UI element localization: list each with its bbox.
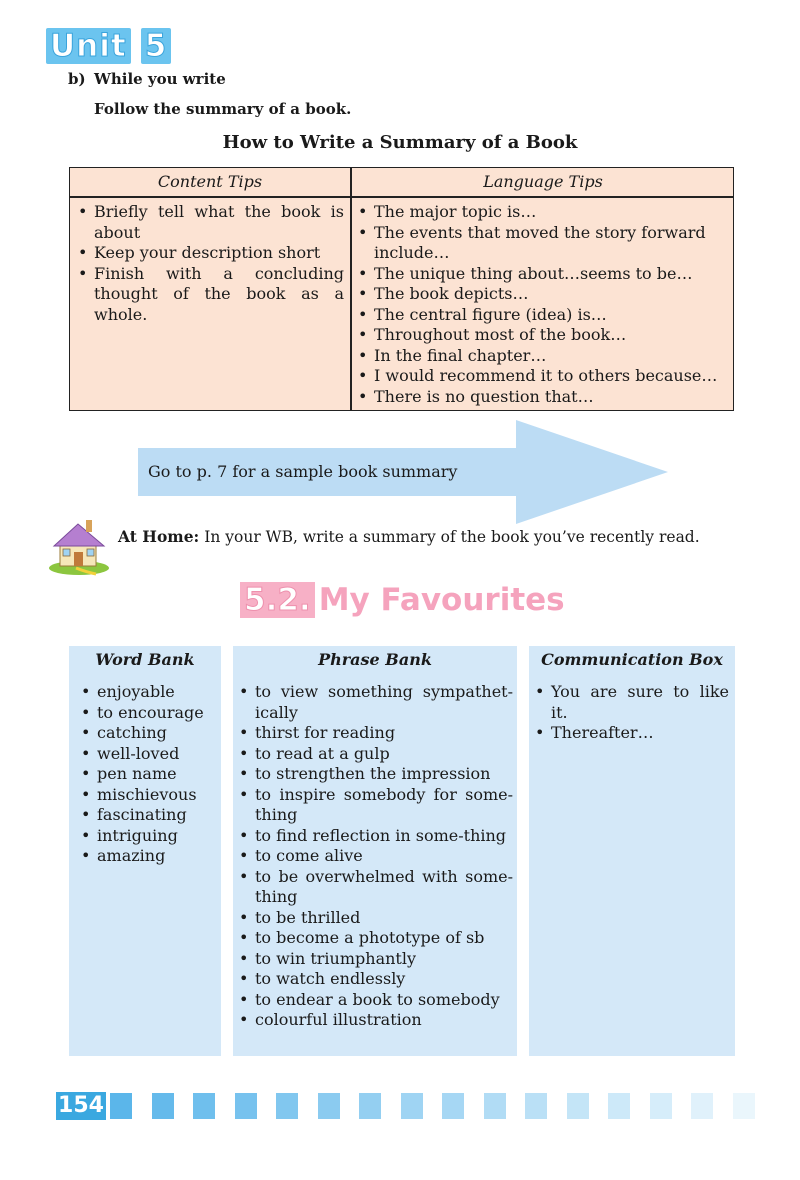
page-number: 154 xyxy=(56,1092,106,1120)
exercise-instruction: Follow the summary of a book. xyxy=(94,100,352,118)
list-item: • The unique thing about…seems to be… xyxy=(354,264,732,285)
list-item: • Keep your description short xyxy=(74,243,344,264)
content-tips-header: Content Tips xyxy=(157,172,263,191)
list-item: • Thereafter… xyxy=(533,723,729,744)
list-item: • mischievous xyxy=(79,785,217,806)
section-number: 5.2. xyxy=(240,582,315,618)
list-item: • In the final chapter… xyxy=(354,346,732,367)
list-item: • colourful illustration xyxy=(237,1010,513,1031)
exercise-title: While you write xyxy=(94,70,226,88)
language-tips-header: Language Tips xyxy=(483,172,603,191)
footer-square xyxy=(608,1093,630,1119)
footer-square xyxy=(442,1093,464,1119)
word-bank-list xyxy=(79,682,217,867)
at-home-task xyxy=(118,527,700,546)
list-item: • There is no question that… xyxy=(354,387,732,408)
list-item: • to be thrilled xyxy=(237,908,513,929)
footer-square xyxy=(152,1093,174,1119)
list-item: • to watch endlessly xyxy=(237,969,513,990)
footer-square xyxy=(567,1093,589,1119)
column-divider xyxy=(350,168,352,410)
list-item: • intriguing xyxy=(79,826,217,847)
at-home-label: At Home: xyxy=(118,527,200,546)
footer-square xyxy=(359,1093,381,1119)
communication-box-list xyxy=(533,682,729,744)
footer-square xyxy=(484,1093,506,1119)
table-title: How to Write a Summary of a Book xyxy=(222,132,578,153)
communication-box xyxy=(529,646,735,1056)
list-item: • well-loved xyxy=(79,744,217,765)
list-item: • Finish with a concluding thought of the book as a whole. xyxy=(74,264,344,326)
word-bank-title: Word Bank xyxy=(95,650,195,669)
communication-box-title: Communication Box xyxy=(541,650,723,669)
unit-badge xyxy=(46,28,171,64)
phrase-bank-box xyxy=(233,646,517,1056)
list-item: • to come alive xyxy=(237,846,513,867)
list-item: • fascinating xyxy=(79,805,217,826)
footer-square xyxy=(525,1093,547,1119)
content-tips-list xyxy=(74,202,344,325)
list-item: • to become a phototype of sb xyxy=(237,928,513,949)
list-item: • to endear a book to somebody xyxy=(237,990,513,1011)
list-item: • to find reflection in some-thing xyxy=(237,826,513,847)
footer-square xyxy=(691,1093,713,1119)
footer-square xyxy=(733,1093,755,1119)
section-heading xyxy=(240,582,565,618)
list-item: • The central figure (idea) is… xyxy=(354,305,732,326)
unit-word: Unit xyxy=(46,28,131,64)
footer-square xyxy=(401,1093,423,1119)
list-item: • The major topic is… xyxy=(354,202,732,223)
footer-square xyxy=(318,1093,340,1119)
list-item: • Throughout most of the book… xyxy=(354,325,732,346)
list-item: • to inspire somebody for some-thing xyxy=(237,785,513,826)
list-item: • to encourage xyxy=(79,703,217,724)
summary-tips-table xyxy=(69,167,734,411)
list-item: • pen name xyxy=(79,764,217,785)
house-icon xyxy=(46,516,112,576)
list-item: • I would recommend it to others because… xyxy=(354,366,732,387)
list-item: • thirst for reading xyxy=(237,723,513,744)
list-item: • catching xyxy=(79,723,217,744)
list-item: • The events that moved the story forward include… xyxy=(354,223,732,264)
list-item: • The book depicts… xyxy=(354,284,732,305)
list-item: • to strengthen the impression xyxy=(237,764,513,785)
section-title: My Favourites xyxy=(318,582,565,618)
list-item: • to view something sympathet-ically xyxy=(237,682,513,723)
unit-number: 5 xyxy=(141,28,172,64)
footer-square xyxy=(235,1093,257,1119)
list-item: • Briefly tell what the book is about xyxy=(74,202,344,243)
language-tips-list xyxy=(354,202,732,407)
list-item: • enjoyable xyxy=(79,682,217,703)
exercise-heading xyxy=(68,70,226,88)
exercise-label: b) xyxy=(68,70,86,88)
word-bank-box xyxy=(69,646,221,1056)
list-item: • You are sure to like it. xyxy=(533,682,729,723)
footer-square xyxy=(276,1093,298,1119)
list-item: • to read at a gulp xyxy=(237,744,513,765)
list-item: • amazing xyxy=(79,846,217,867)
at-home-text: In your WB, write a summary of the book you’ve recently read. xyxy=(204,528,700,546)
list-item: • to win triumphantly xyxy=(237,949,513,970)
phrase-bank-title: Phrase Bank xyxy=(318,650,432,669)
footer-square xyxy=(193,1093,215,1119)
footer-square xyxy=(110,1093,132,1119)
phrase-bank-list xyxy=(237,682,513,1031)
list-item: • to be overwhelmed with some-thing xyxy=(237,867,513,908)
footer-square xyxy=(650,1093,672,1119)
arrow-text: Go to p. 7 for a sample book summary xyxy=(148,462,458,481)
header-divider xyxy=(70,196,733,198)
